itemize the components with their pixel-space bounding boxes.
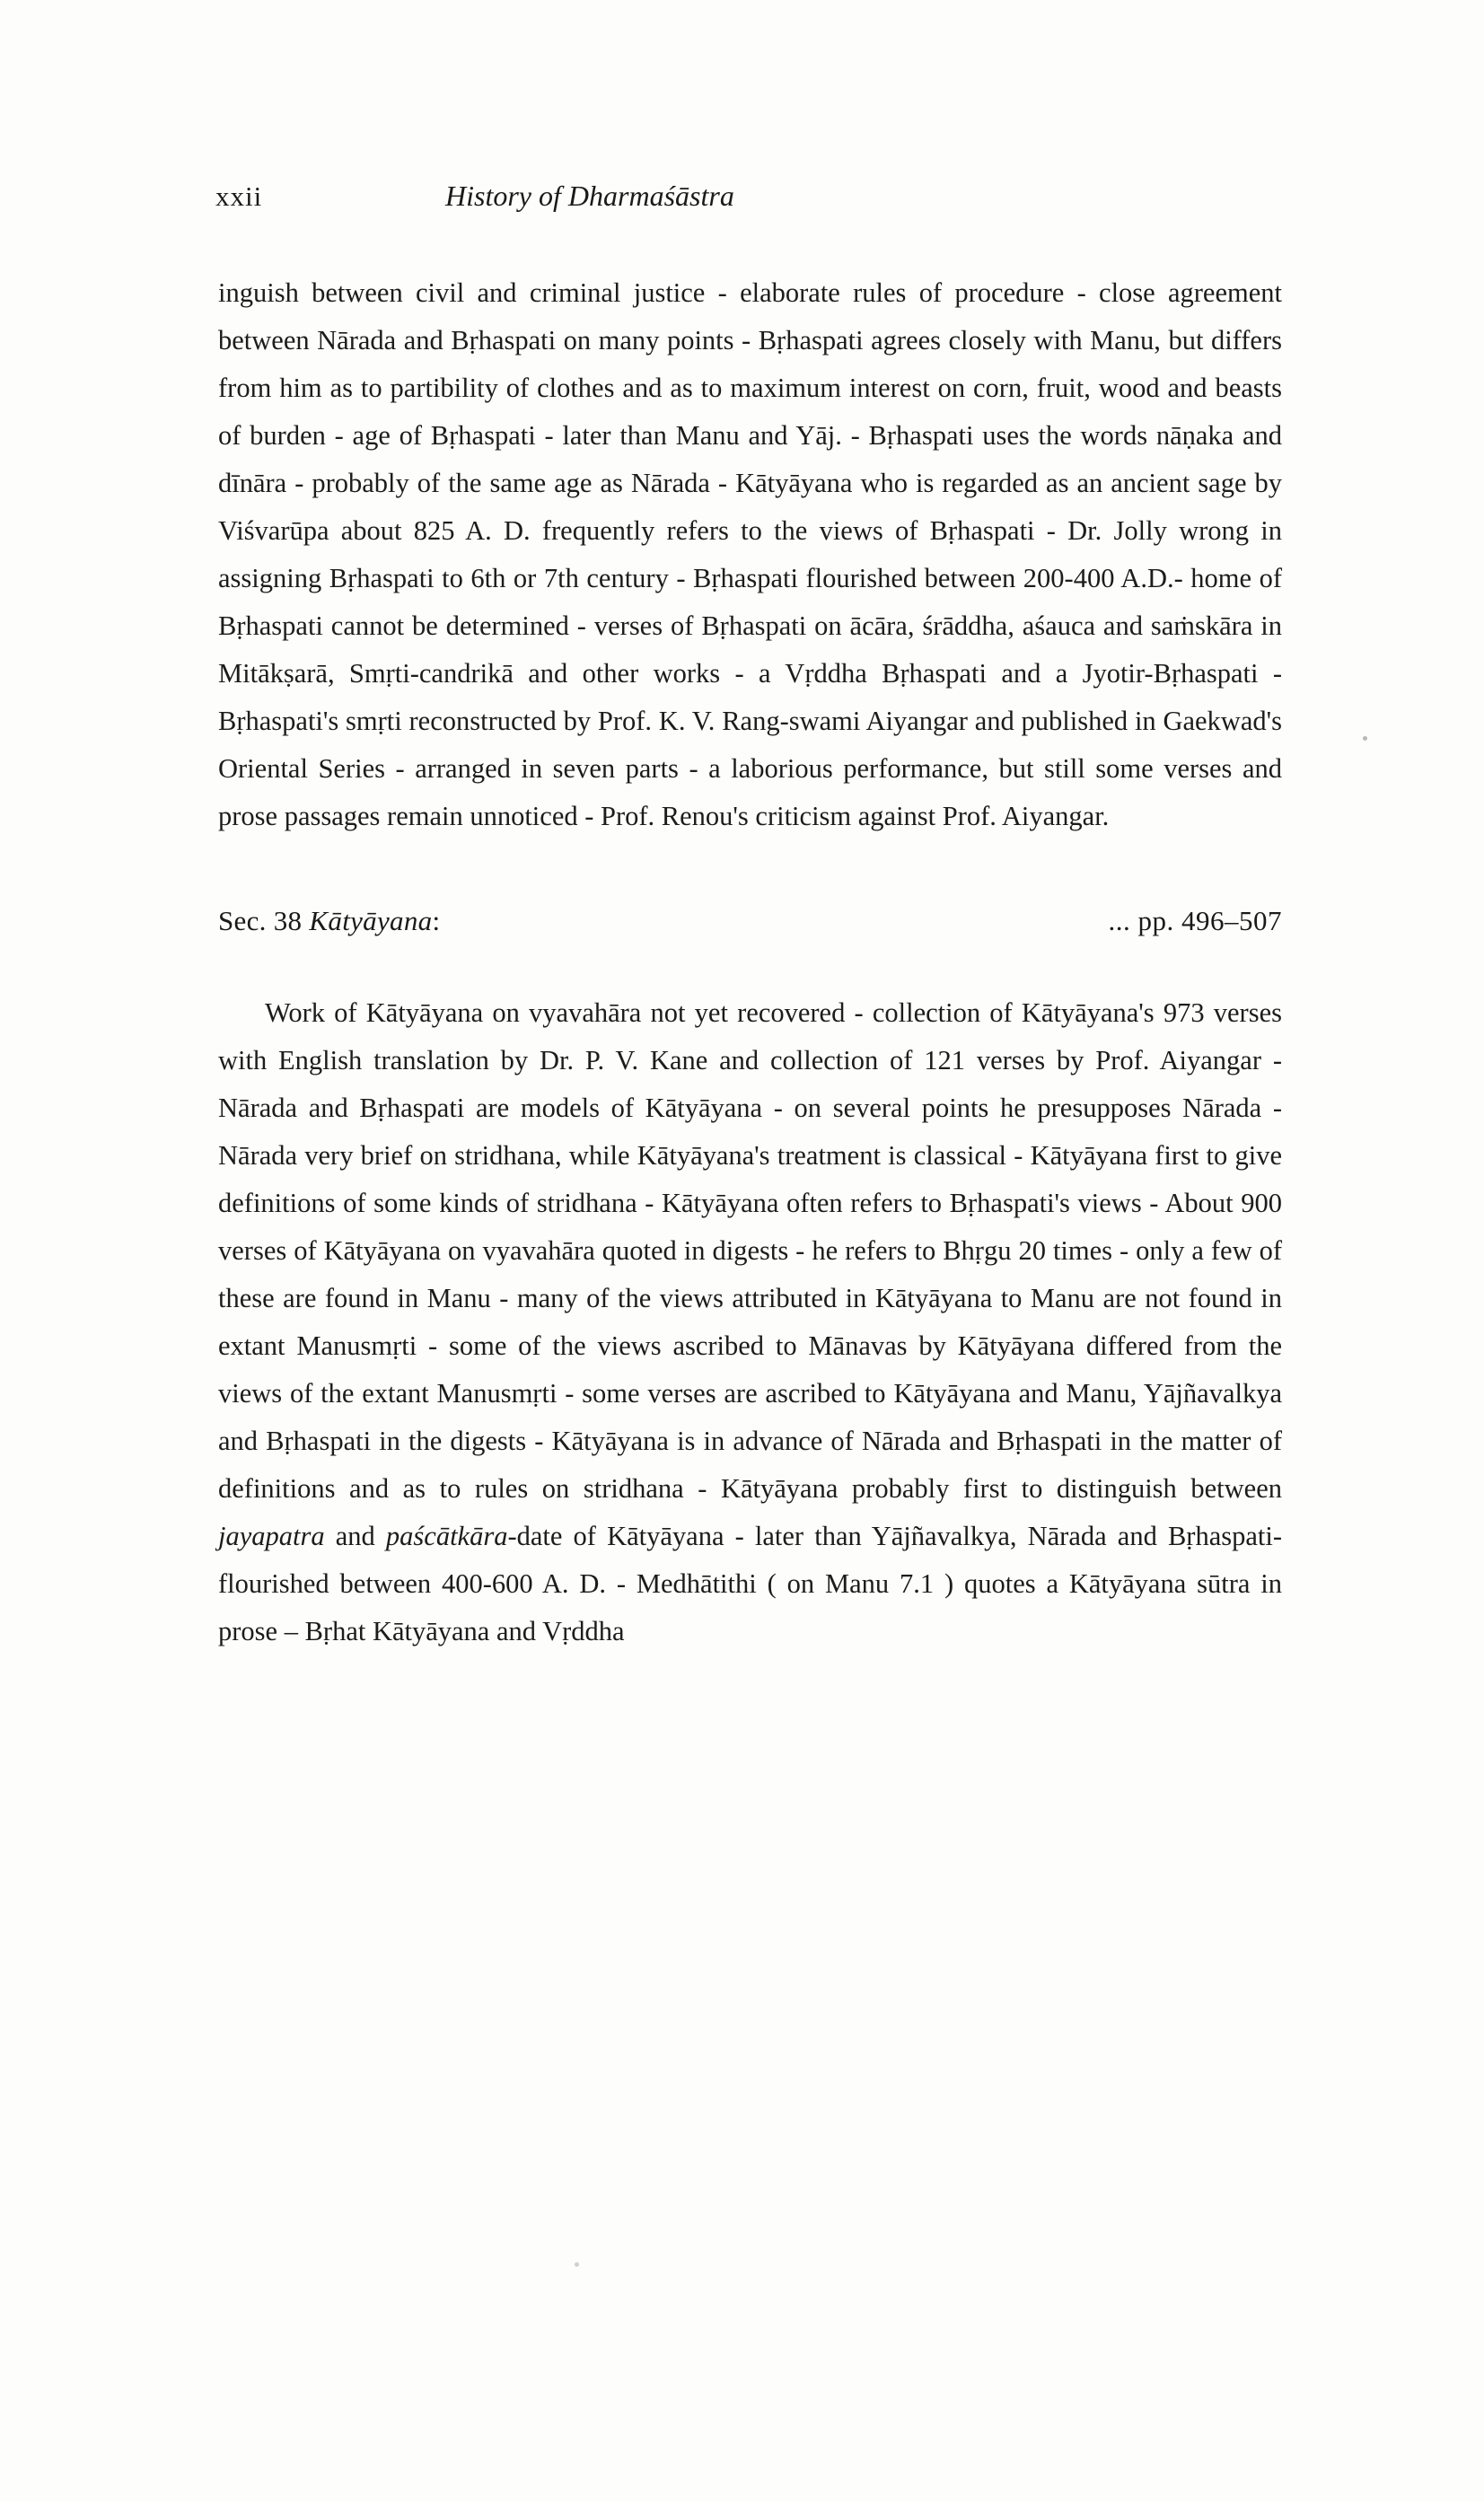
section-heading-label [218,905,440,937]
page-header [215,180,1284,213]
page-speck-right [1363,736,1367,741]
paragraph-continued: inguish between civil and criminal justice - elaborate rules of procedure - close agreement between Nārada and Bṛhaspati on many points - Bṛhaspati agrees closely with Manu, but differs from him as to partibility of clothes and as to maximum interest on corn, fruit, wood and beasts of burden - age of Bṛhaspati - later than Manu and Yāj. - Bṛhaspati uses the words nāṇaka and dīnāra - probably of the same age as Nārada - Kātyāyana who is regarded as an ancient sage by Viśvarūpa about 825 A. D. frequently refers to the views of Bṛhaspati - Dr. Jolly wrong in assigning Bṛhaspati to 6th or 7th century - Bṛhaspati flourished between 200-400 A.D.- home of Bṛhaspati cannot be determined - verses of Bṛhaspati on ācāra, śrāddha, aśauca and saṁskāra in Mitākṣarā, Smṛti-candrikā and other works - a Vṛddha Bṛhaspati and a Jyotir-Bṛhaspati - Bṛhaspati's smṛti reconstructed by Prof. K. V. Rang-swami Aiyangar and published in Gaekwad's Oriental Series - arranged in seven parts - a laborious performance, but still some verses and prose passages remain unnoticed - Prof. Renou's criticism against Prof. Aiyangar. [218,277,1282,831]
page-content [218,269,1282,1655]
section-page-range: ... pp. 496–507 [1108,905,1282,936]
section-body-italic-one: jayapatra [218,1521,325,1551]
section-body-main: Work of Kātyāyana on vyavahāra not yet recovered - collection of Kātyāyana's 973 verses with English translation by Dr. P. V. Kane and collection of 121 verses by Prof. Aiyangar - Nārada and Bṛhaspati are models of Kātyāyana - on several points he presupposes Nārada - Nārada very brief on stridhana, while Kātyāyana's treatment is classical - Kātyāyana first to give definitions of some kinds of stridhana - Kātyāyana often refers to Bṛhaspati's views - About 900 verses of Kātyāyana on vyavahāra quoted in digests - he refers to Bhṛgu 20 times - only a few of these are found in Manu - many of the views attributed in Kātyāyana to Manu are not found in extant Manusmṛti - some of the views ascribed to Mānavas by Kātyāyana differed from the views of the extant Manusmṛti - some verses are ascribed to Kātyāyana and Manu, Yājñavalkya and Bṛhaspati in the digests - Kātyāyana is in advance of Nārada and Bṛhaspati in the matter of definitions and as to rules on stridhana - Kātyāyana probably first to distinguish between [218,997,1282,1504]
page-speck-bottom [575,2262,579,2267]
paragraph-section-body [218,989,1282,1655]
page-folio-number: xxii [215,180,263,212]
section-heading [218,905,1282,937]
running-title: History of Dharmaśāstra [445,180,734,212]
section-title: Kātyāyana [309,905,433,936]
section-colon: : [432,905,441,936]
section-number: Sec. 38 [218,905,310,936]
section-body-italic-two: paścātkāra- [385,1521,517,1551]
section-body-tail: date of Kātyāyana - later than Yājñavalkya, Nārada and Bṛhaspati-flourished between 400-600 A. D. - Medhātithi ( on Manu 7.1 ) quotes a Kātyāyana sūtra in prose – Bṛhat Kātyāyana and Vṛddha [218,1521,1283,1646]
section-body-conjunction: and [324,1521,386,1551]
